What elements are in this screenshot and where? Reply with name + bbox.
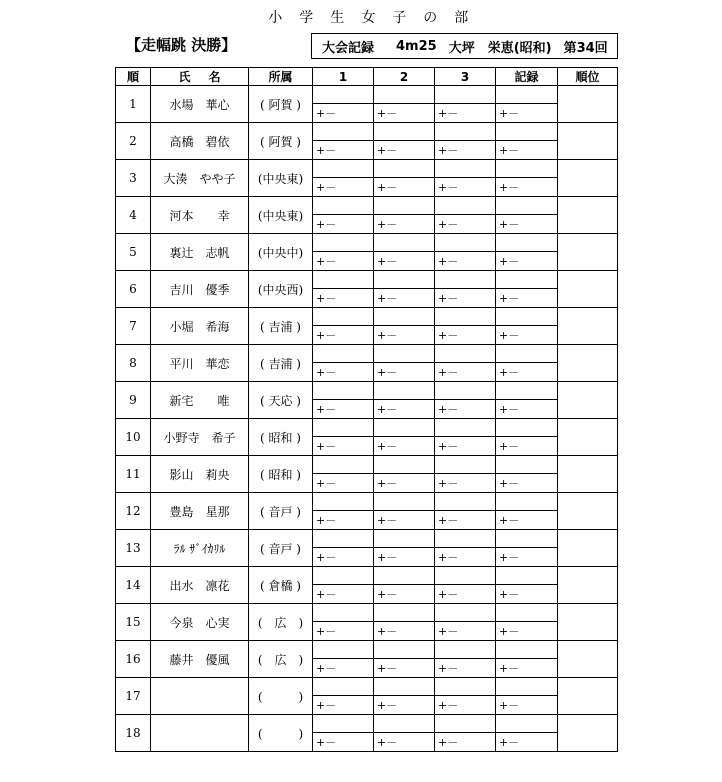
attempt-2-mark	[374, 271, 435, 289]
best-record-wind: +－	[496, 659, 558, 678]
attempt-2-mark	[374, 86, 435, 104]
athlete-name: 小堀 希海	[151, 308, 249, 345]
attempt-3-mark	[435, 382, 496, 400]
athlete-affiliation: ( 吉浦 )	[249, 345, 313, 382]
attempt-2-mark	[374, 456, 435, 474]
best-record-wind: +－	[496, 141, 558, 160]
attempt-2-mark	[374, 530, 435, 548]
best-record-mark	[496, 197, 558, 215]
athlete-name: 大湊 やや子	[151, 160, 249, 197]
order-number: 18	[116, 715, 151, 752]
attempt-3-wind: +－	[435, 474, 496, 493]
rank-cell	[558, 678, 618, 715]
attempt-2-mark	[374, 641, 435, 659]
attempt-2-wind: +－	[374, 252, 435, 271]
rank-cell	[558, 160, 618, 197]
attempt-1-wind: +－	[313, 104, 374, 123]
rank-cell	[558, 456, 618, 493]
attempt-2-wind: +－	[374, 474, 435, 493]
best-record-wind: +－	[496, 363, 558, 382]
order-number: 2	[116, 123, 151, 160]
attempt-3-mark	[435, 456, 496, 474]
best-record-mark	[496, 234, 558, 252]
order-number: 12	[116, 493, 151, 530]
attempt-1-mark	[313, 678, 374, 696]
best-record-wind: +－	[496, 215, 558, 234]
athlete-name: 小野寺 希子	[151, 419, 249, 456]
attempt-2-mark	[374, 308, 435, 326]
best-record-mark	[496, 641, 558, 659]
attempt-3-mark	[435, 345, 496, 363]
attempt-1-mark	[313, 530, 374, 548]
attempt-3-wind: +－	[435, 585, 496, 604]
attempt-1-wind: +－	[313, 326, 374, 345]
order-number: 6	[116, 271, 151, 308]
best-record-wind: +－	[496, 585, 558, 604]
attempt-2-wind: +－	[374, 400, 435, 419]
attempt-1-wind: +－	[313, 400, 374, 419]
attempt-3-mark	[435, 234, 496, 252]
attempt-3-wind: +－	[435, 252, 496, 271]
attempt-3-mark	[435, 197, 496, 215]
attempt-2-wind: +－	[374, 548, 435, 567]
attempt-3-mark	[435, 567, 496, 585]
attempt-1-wind: +－	[313, 437, 374, 456]
header-attempt-1: 1	[313, 68, 374, 86]
athlete-name: ﾗﾙ ｻﾞｲｶﾘﾙ	[151, 530, 249, 567]
attempt-3-wind: +－	[435, 215, 496, 234]
order-number: 14	[116, 567, 151, 604]
best-record-mark	[496, 678, 558, 696]
athlete-affiliation: ( )	[249, 715, 313, 752]
attempt-1-wind: +－	[313, 252, 374, 271]
rank-cell	[558, 567, 618, 604]
attempt-3-wind: +－	[435, 548, 496, 567]
attempt-1-wind: +－	[313, 585, 374, 604]
attempt-1-mark	[313, 234, 374, 252]
header-record: 記録	[496, 68, 558, 86]
attempt-1-mark	[313, 604, 374, 622]
header-attempt-3: 3	[435, 68, 496, 86]
attempt-2-mark	[374, 234, 435, 252]
attempt-3-wind: +－	[435, 363, 496, 382]
attempt-1-mark	[313, 715, 374, 733]
attempt-3-wind: +－	[435, 437, 496, 456]
attempt-2-wind: +－	[374, 141, 435, 160]
attempt-2-wind: +－	[374, 659, 435, 678]
best-record-wind: +－	[496, 622, 558, 641]
attempt-2-mark	[374, 604, 435, 622]
athlete-affiliation: ( 天応 )	[249, 382, 313, 419]
attempt-1-wind: +－	[313, 141, 374, 160]
athlete-name: 裏辻 志帆	[151, 234, 249, 271]
attempt-3-mark	[435, 493, 496, 511]
best-record-mark	[496, 308, 558, 326]
athlete-affiliation: ( 音戸 )	[249, 493, 313, 530]
attempt-1-mark	[313, 493, 374, 511]
best-record-wind: +－	[496, 178, 558, 197]
rank-cell	[558, 419, 618, 456]
meet-record-mark: 4m25	[396, 38, 437, 54]
rank-cell	[558, 641, 618, 678]
attempt-2-wind: +－	[374, 215, 435, 234]
attempt-1-wind: +－	[313, 622, 374, 641]
athlete-affiliation: ( 広 )	[249, 641, 313, 678]
header-order: 順	[116, 68, 151, 86]
order-number: 5	[116, 234, 151, 271]
attempt-3-mark	[435, 678, 496, 696]
attempt-2-mark	[374, 197, 435, 215]
athlete-name: 影山 莉央	[151, 456, 249, 493]
attempt-1-mark	[313, 382, 374, 400]
athlete-name: 平川 華恋	[151, 345, 249, 382]
best-record-mark	[496, 271, 558, 289]
attempt-2-wind: +－	[374, 178, 435, 197]
best-record-mark	[496, 456, 558, 474]
attempt-3-mark	[435, 419, 496, 437]
header-attempt-2: 2	[374, 68, 435, 86]
order-number: 13	[116, 530, 151, 567]
attempt-3-mark	[435, 271, 496, 289]
attempt-1-mark	[313, 567, 374, 585]
results-table	[115, 67, 618, 752]
attempt-3-mark	[435, 715, 496, 733]
order-number: 9	[116, 382, 151, 419]
division-title: 小 学 生 女 子 の 部	[268, 10, 470, 26]
best-record-mark	[496, 382, 558, 400]
athlete-name: 藤井 優風	[151, 641, 249, 678]
attempt-3-wind: +－	[435, 696, 496, 715]
attempt-2-wind: +－	[374, 511, 435, 530]
best-record-mark	[496, 715, 558, 733]
athlete-affiliation: ( 広 )	[249, 604, 313, 641]
athlete-affiliation: ( 倉橋 )	[249, 567, 313, 604]
order-number: 16	[116, 641, 151, 678]
attempt-2-mark	[374, 160, 435, 178]
attempt-3-wind: +－	[435, 178, 496, 197]
athlete-affiliation: ( 吉浦 )	[249, 308, 313, 345]
attempt-2-mark	[374, 715, 435, 733]
best-record-mark	[496, 345, 558, 363]
best-record-mark	[496, 567, 558, 585]
attempt-2-wind: +－	[374, 289, 435, 308]
attempt-1-mark	[313, 456, 374, 474]
best-record-wind: +－	[496, 733, 558, 752]
attempt-1-mark	[313, 345, 374, 363]
best-record-wind: +－	[496, 289, 558, 308]
attempt-1-mark	[313, 308, 374, 326]
order-number: 7	[116, 308, 151, 345]
best-record-wind: +－	[496, 696, 558, 715]
athlete-affiliation: ( 昭和 )	[249, 419, 313, 456]
event-title: 【走幅跳 決勝】	[126, 36, 237, 54]
athlete-name	[151, 678, 249, 715]
order-number: 8	[116, 345, 151, 382]
order-number: 3	[116, 160, 151, 197]
attempt-1-mark	[313, 86, 374, 104]
attempt-3-wind: +－	[435, 733, 496, 752]
athlete-affiliation: ( )	[249, 678, 313, 715]
rank-cell	[558, 493, 618, 530]
attempt-2-mark	[374, 123, 435, 141]
athlete-name	[151, 715, 249, 752]
attempt-2-wind: +－	[374, 733, 435, 752]
attempt-2-wind: +－	[374, 326, 435, 345]
order-number: 11	[116, 456, 151, 493]
header-team: 所属	[249, 68, 313, 86]
athlete-name: 新宅 唯	[151, 382, 249, 419]
attempt-2-mark	[374, 678, 435, 696]
attempt-3-mark	[435, 308, 496, 326]
best-record-wind: +－	[496, 252, 558, 271]
attempt-2-mark	[374, 345, 435, 363]
attempt-1-wind: +－	[313, 289, 374, 308]
header-rank: 順位	[558, 68, 618, 86]
athlete-affiliation: (中央西)	[249, 271, 313, 308]
attempt-3-wind: +－	[435, 104, 496, 123]
athlete-affiliation: ( 音戸 )	[249, 530, 313, 567]
attempt-3-mark	[435, 604, 496, 622]
rank-cell	[558, 308, 618, 345]
best-record-wind: +－	[496, 548, 558, 567]
best-record-mark	[496, 160, 558, 178]
athlete-name: 河本 幸	[151, 197, 249, 234]
order-number: 1	[116, 86, 151, 123]
meet-record-label: 大会記録	[322, 40, 375, 56]
best-record-mark	[496, 530, 558, 548]
rank-cell	[558, 382, 618, 419]
athlete-affiliation: (中央中)	[249, 234, 313, 271]
attempt-1-wind: +－	[313, 696, 374, 715]
best-record-wind: +－	[496, 104, 558, 123]
rank-cell	[558, 86, 618, 123]
order-number: 4	[116, 197, 151, 234]
best-record-mark	[496, 123, 558, 141]
rank-cell	[558, 234, 618, 271]
attempt-1-wind: +－	[313, 733, 374, 752]
attempt-2-mark	[374, 567, 435, 585]
attempt-1-wind: +－	[313, 363, 374, 382]
athlete-name: 水場 華心	[151, 86, 249, 123]
attempt-3-mark	[435, 123, 496, 141]
athlete-affiliation: (中央東)	[249, 160, 313, 197]
rank-cell	[558, 197, 618, 234]
rank-cell	[558, 715, 618, 752]
attempt-3-wind: +－	[435, 400, 496, 419]
athlete-name: 豊島 星那	[151, 493, 249, 530]
attempt-3-wind: +－	[435, 289, 496, 308]
attempt-1-wind: +－	[313, 178, 374, 197]
attempt-2-wind: +－	[374, 696, 435, 715]
best-record-wind: +－	[496, 511, 558, 530]
rank-cell	[558, 271, 618, 308]
best-record-mark	[496, 419, 558, 437]
athlete-affiliation: ( 阿賀 )	[249, 86, 313, 123]
order-number: 10	[116, 419, 151, 456]
best-record-wind: +－	[496, 400, 558, 419]
attempt-2-wind: +－	[374, 363, 435, 382]
meet-record-holder: 大坪 栄恵(昭和)	[448, 40, 552, 56]
attempt-2-wind: +－	[374, 104, 435, 123]
attempt-1-mark	[313, 419, 374, 437]
best-record-mark	[496, 604, 558, 622]
attempt-2-mark	[374, 382, 435, 400]
best-record-mark	[496, 493, 558, 511]
best-record-wind: +－	[496, 326, 558, 345]
attempt-1-mark	[313, 197, 374, 215]
attempt-3-mark	[435, 530, 496, 548]
attempt-1-wind: +－	[313, 511, 374, 530]
athlete-name: 今泉 心実	[151, 604, 249, 641]
rank-cell	[558, 123, 618, 160]
attempt-1-mark	[313, 641, 374, 659]
rank-cell	[558, 604, 618, 641]
attempt-2-mark	[374, 419, 435, 437]
attempt-3-wind: +－	[435, 659, 496, 678]
attempt-3-mark	[435, 86, 496, 104]
rank-cell	[558, 530, 618, 567]
attempt-1-wind: +－	[313, 659, 374, 678]
attempt-3-mark	[435, 641, 496, 659]
attempt-2-wind: +－	[374, 622, 435, 641]
athlete-name: 出水 凛花	[151, 567, 249, 604]
attempt-3-wind: +－	[435, 511, 496, 530]
best-record-wind: +－	[496, 437, 558, 456]
order-number: 17	[116, 678, 151, 715]
attempt-3-wind: +－	[435, 141, 496, 160]
athlete-affiliation: ( 昭和 )	[249, 456, 313, 493]
attempt-2-wind: +－	[374, 437, 435, 456]
attempt-1-mark	[313, 160, 374, 178]
athlete-affiliation: ( 阿賀 )	[249, 123, 313, 160]
attempt-1-wind: +－	[313, 548, 374, 567]
attempt-3-mark	[435, 160, 496, 178]
order-number: 15	[116, 604, 151, 641]
athlete-affiliation: (中央東)	[249, 197, 313, 234]
meet-record-box	[311, 33, 618, 59]
best-record-wind: +－	[496, 474, 558, 493]
athlete-name: 高橋 碧依	[151, 123, 249, 160]
rank-cell	[558, 345, 618, 382]
header-name: 氏 名	[151, 68, 249, 86]
attempt-2-wind: +－	[374, 585, 435, 604]
attempt-1-mark	[313, 271, 374, 289]
attempt-1-wind: +－	[313, 215, 374, 234]
athlete-name: 吉川 優季	[151, 271, 249, 308]
meet-record-edition: 第34回	[563, 40, 608, 56]
best-record-mark	[496, 86, 558, 104]
attempt-2-mark	[374, 493, 435, 511]
attempt-1-mark	[313, 123, 374, 141]
attempt-3-wind: +－	[435, 622, 496, 641]
attempt-1-wind: +－	[313, 474, 374, 493]
attempt-3-wind: +－	[435, 326, 496, 345]
